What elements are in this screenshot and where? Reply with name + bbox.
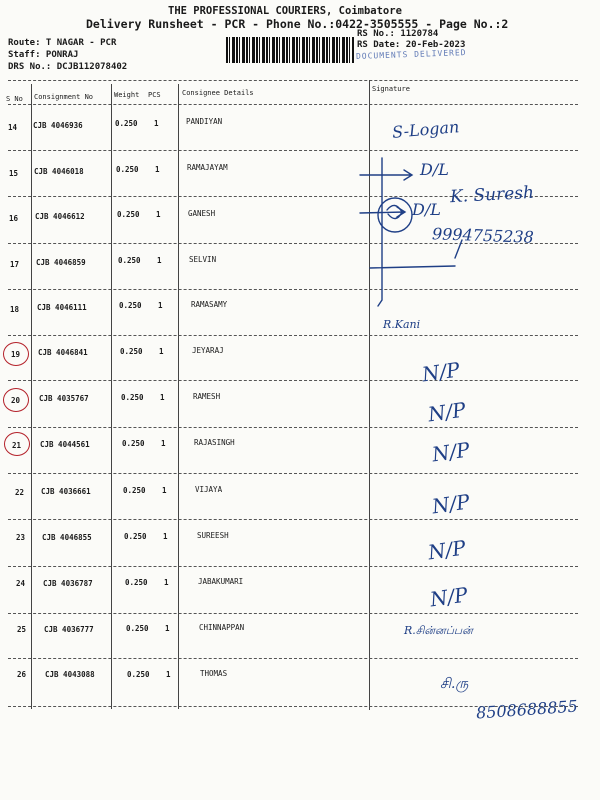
header-rule-top [8, 80, 578, 81]
row-consignment: CJB 4046018 [34, 167, 84, 176]
row-pcs: 1 [154, 119, 159, 128]
handwritten-nip: N/P [420, 357, 462, 387]
runsheet-subtitle: Delivery Runsheet - PCR - Phone No.:0422-3505555 - Page No.:2 [86, 17, 509, 31]
col-divider [111, 84, 112, 709]
row-consignee: GANESH [188, 209, 216, 218]
col-divider [31, 84, 32, 709]
row-pcs: 1 [165, 624, 170, 633]
header-rule-bottom [8, 104, 578, 105]
row-divider [8, 380, 578, 381]
row-divider [8, 613, 578, 614]
row-consignee: RAJASINGH [194, 438, 235, 447]
row-consignment: CJB 4046841 [38, 348, 88, 357]
row-weight: 0.250 [118, 256, 141, 265]
handwritten-nip: N/P [430, 489, 472, 519]
arrow-mark [360, 170, 412, 180]
underline-stroke [370, 266, 455, 268]
row-weight: 0.250 [115, 119, 138, 128]
signature-row-25: R.சின்னப்பன் [404, 624, 473, 637]
row-consignee: CHINNAPPAN [199, 623, 245, 632]
rs-number: RS No.: 1120784 [357, 29, 439, 39]
row-consignee: RAMASAMY [191, 300, 228, 309]
row-pcs: 1 [166, 670, 171, 679]
row-divider [8, 473, 578, 474]
row-pcs: 1 [155, 165, 160, 174]
row-weight: 0.250 [121, 393, 144, 402]
col-consignee: Consignee Details [182, 89, 254, 97]
row-sno: 17 [10, 260, 20, 269]
row-weight: 0.250 [127, 670, 150, 679]
row-consignment: CJB 4046936 [33, 121, 83, 130]
col-divider [178, 84, 179, 709]
row-weight: 0.250 [116, 165, 139, 174]
row-consignment: CJB 4036787 [43, 579, 93, 588]
row-sno: 23 [16, 533, 26, 542]
row-weight: 0.250 [117, 210, 140, 219]
row-sno: 19 [11, 350, 21, 359]
row-consignee: RAMESH [193, 392, 221, 401]
row-divider [8, 150, 578, 151]
row-consignee: THOMAS [200, 669, 228, 678]
row-consignment: CJB 4046859 [36, 258, 86, 267]
row-consignee: SELVIN [189, 255, 217, 264]
row-weight: 0.250 [125, 578, 148, 587]
handwritten-phone-1: 9994755238 [431, 224, 535, 247]
row-sno: 18 [10, 305, 20, 314]
row-pcs: 1 [164, 578, 169, 587]
row-sno: 15 [9, 169, 19, 178]
row-consignee: SUREESH [197, 531, 229, 540]
col-consignment: Consignment No [34, 93, 94, 101]
row-sno: 14 [8, 123, 18, 132]
col-divider [369, 80, 370, 710]
handwritten-nip: N/P [426, 397, 468, 427]
signature-row-14: S-Logan [391, 117, 460, 142]
route-label: Route: T NAGAR - PCR [8, 38, 117, 48]
row-pcs: 1 [156, 210, 161, 219]
row-divider [8, 658, 578, 659]
row-consignee: JABAKUMARI [198, 577, 244, 586]
row-divider [8, 289, 578, 290]
scribble-stroke [387, 205, 402, 218]
row-pcs: 1 [158, 301, 163, 310]
row-consignee: JEYARAJ [192, 346, 224, 355]
arrow-mark [360, 207, 405, 217]
barcode [226, 37, 354, 63]
row-consignment: CJB 4044561 [40, 440, 90, 449]
row-consignment: CJB 4046111 [37, 303, 87, 312]
col-sno: S No [6, 95, 23, 103]
row-weight: 0.250 [123, 486, 146, 495]
row-pcs: 1 [161, 439, 166, 448]
row-weight: 0.250 [122, 439, 145, 448]
row-divider [8, 427, 578, 428]
row-consignment: CJB 4036661 [41, 487, 91, 496]
row-sno: 20 [11, 396, 21, 405]
handwritten-phone-2: 8508688855 [475, 696, 579, 723]
handwritten-dl: D/L [420, 160, 449, 179]
signature-row-26: சி.ரு [440, 676, 469, 692]
row-circle-mark [3, 342, 29, 366]
row-sno: 25 [17, 625, 27, 634]
row-consignee: PANDIYAN [186, 117, 223, 126]
row-sno: 24 [16, 579, 26, 588]
row-consignee: VIJAYA [195, 485, 223, 494]
row-weight: 0.250 [120, 347, 143, 356]
row-pcs: 1 [159, 347, 164, 356]
handwritten-nip: N/P [430, 437, 472, 467]
row-sno: 22 [15, 488, 25, 497]
handwritten-nip: N/P [428, 582, 470, 612]
row-sno: 16 [9, 214, 19, 223]
drs-number: DRS No.: DCJB112078402 [8, 62, 128, 72]
signature-suresh: K. Suresh [449, 182, 535, 208]
handwritten-dl: D/L [412, 200, 441, 219]
row-circle-mark [3, 388, 29, 412]
col-signature: Signature [372, 85, 410, 93]
row-sno: 21 [12, 441, 22, 450]
row-pcs: 1 [157, 256, 162, 265]
row-divider [8, 566, 578, 567]
row-consignment: CJB 4035767 [39, 394, 89, 403]
row-weight: 0.250 [126, 624, 149, 633]
row-consignment: CJB 4036777 [44, 625, 94, 634]
row-consignee: RAMAJAYAM [187, 163, 228, 172]
row-pcs: 1 [160, 393, 165, 402]
row-consignment: CJB 4046855 [42, 533, 92, 542]
bracket-stroke [378, 158, 382, 306]
row-divider [8, 335, 578, 336]
row-consignment: CJB 4043088 [45, 670, 95, 679]
handwritten-nip: N/P [426, 535, 468, 565]
row-pcs: 1 [162, 486, 167, 495]
row-weight: 0.250 [119, 301, 142, 310]
company-title: THE PROFESSIONAL COURIERS, Coimbatore [168, 5, 402, 17]
scribble-circle [378, 198, 412, 232]
row-circle-mark [4, 432, 30, 456]
row-pcs: 1 [163, 532, 168, 541]
delivered-stamp: DOCUMENTS DELIVERED [355, 48, 467, 61]
staff-label: Staff: PONRAJ [8, 50, 79, 60]
col-weight: Weight [114, 91, 140, 99]
signature-row-18: R.Kani [383, 318, 421, 331]
row-divider [8, 519, 578, 520]
rs-date: RS Date: 20-Feb-2023 [357, 40, 466, 50]
col-pcs: PCS [148, 91, 161, 99]
row-consignment: CJB 4046612 [35, 212, 85, 221]
row-weight: 0.250 [124, 532, 147, 541]
row-sno: 26 [17, 670, 27, 679]
